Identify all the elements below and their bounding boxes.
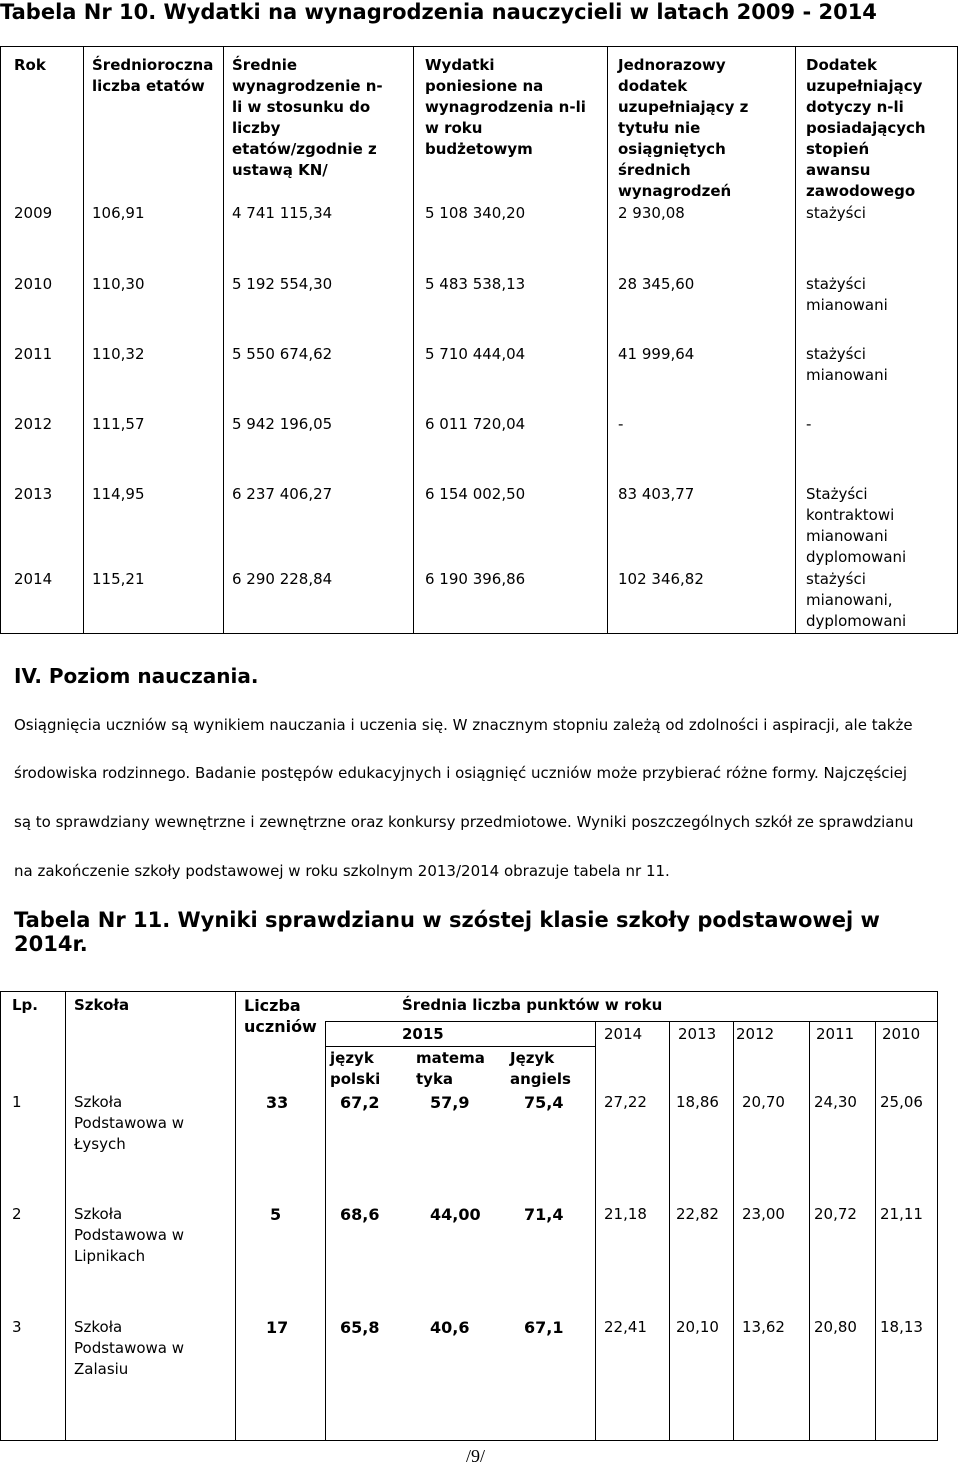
cell-2013: 20,10 [676,1318,719,1336]
cell-polski: 67,2 [340,1093,380,1112]
cell-angielski: 75,4 [524,1093,564,1112]
cell-srednie: 6 237 406,27 [232,485,333,503]
cell-etaty: 110,32 [92,345,145,363]
cell-etaty: 106,91 [92,204,145,222]
header-year-2011: 2011 [816,1025,855,1043]
cell-srednie: 6 290 228,84 [232,570,333,588]
cell-dodatek: stażyści [806,204,866,222]
cell-dodatek: - [806,415,812,433]
cell-srednie: 5 550 674,62 [232,345,333,363]
cell-year: 2010 [14,275,53,293]
header-etaty: Średnioroczna liczba etatów [92,56,214,95]
page-number: /9/ [466,1446,486,1466]
paragraph-line: Osiągnięcia uczniów są wynikiem nauczania i uczenia się. W znacznym stopniu zależą od zdolności i aspiracji, ale także [14,716,913,734]
header-szkola: Szkoła [74,996,130,1014]
cell-matematyka: 40,6 [430,1318,470,1337]
cell-2013: 22,82 [676,1205,719,1223]
cell-2014: 22,41 [604,1318,647,1336]
cell-wydatki: 5 710 444,04 [425,345,526,363]
cell-etaty: 115,21 [92,570,145,588]
cell-2012: 23,00 [742,1205,785,1223]
cell-etaty: 111,57 [92,415,145,433]
paragraph-line: środowiska rodzinnego. Badanie postępów edukacyjnych i osiągnięć uczniów może przybierać różne formy. Najczęściej [14,764,908,782]
cell-etaty: 110,30 [92,275,145,293]
cell-year: 2013 [14,485,53,503]
cell-liczba: 17 [266,1318,289,1337]
cell-year: 2009 [14,204,53,222]
cell-srednie: 4 741 115,34 [232,204,333,222]
cell-polski: 68,6 [340,1205,380,1224]
cell-liczba: 33 [266,1093,289,1112]
cell-dodatek: Stażyści kontraktowi mianowani dyplomowani [806,485,907,566]
cell-dodatek: stażyści mianowani [806,275,888,314]
cell-2011: 20,72 [814,1205,857,1223]
cell-2010: 18,13 [880,1318,923,1336]
header-jezyk-polski: język polski [330,1049,381,1088]
header-rok: Rok [14,56,46,74]
cell-dodatek: stażyści mianowani, dyplomowani [806,570,907,630]
cell-year: 2012 [14,415,53,433]
cell-2014: 27,22 [604,1093,647,1111]
cell-wydatki: 6 154 002,50 [425,485,526,503]
header-year-2010: 2010 [882,1025,921,1043]
cell-2010: 21,11 [880,1205,923,1223]
header-srednia: Średnia liczba punktów w roku [402,996,663,1014]
header-matematyka: matema tyka [416,1049,485,1088]
cell-jednorazowy: 2 930,08 [618,204,685,222]
cell-2012: 20,70 [742,1093,785,1111]
cell-lp: 1 [12,1093,22,1111]
cell-liczba: 5 [270,1205,282,1224]
cell-lp: 3 [12,1318,22,1336]
header-dodatek: Dodatek uzupełniający dotyczy n-li posiadających stopień awansu zawodowego [806,56,926,200]
section-heading: IV. Poziom nauczania. [14,664,259,688]
cell-jednorazowy: - [618,415,624,433]
cell-2014: 21,18 [604,1205,647,1223]
header-wydatki: Wydatki poniesione na wynagrodzenia n-li w roku budżetowym [425,56,586,158]
header-jezyk-angielski: Język angiels [510,1049,571,1088]
header-srednie: Średnie wynagrodzenie n- li w stosunku do liczby etatów/zgodnie z ustawą KN/ [232,56,383,179]
cell-polski: 65,8 [340,1318,380,1337]
header-jednorazowy: Jednorazowy dodatek uzupełniający z tytułu nie osiągniętych średnich wynagrodzeń [618,56,749,200]
cell-wydatki: 5 108 340,20 [425,204,526,222]
header-year-2012: 2012 [736,1025,775,1043]
header-year-2015: 2015 [402,1025,444,1043]
cell-jednorazowy: 83 403,77 [618,485,695,503]
header-year-2013: 2013 [678,1025,717,1043]
cell-2010: 25,06 [880,1093,923,1111]
cell-angielski: 67,1 [524,1318,564,1337]
cell-2013: 18,86 [676,1093,719,1111]
header-liczba-uczniow: Liczba uczniów [244,996,317,1036]
cell-jednorazowy: 102 346,82 [618,570,704,588]
header-lp: Lp. [12,996,38,1014]
cell-year: 2014 [14,570,53,588]
table11-title: Tabela Nr 11. Wyniki sprawdzianu w szóstej klasie szkoły podstawowej w 2014r. [14,908,880,956]
cell-srednie: 5 942 196,05 [232,415,333,433]
cell-wydatki: 6 190 396,86 [425,570,526,588]
paragraph-line: są to sprawdziany wewnętrzne i zewnętrzne oraz konkursy przedmiotowe. Wyniki poszczególnych szkół ze sprawdzianu [14,813,914,831]
cell-wydatki: 5 483 538,13 [425,275,526,293]
cell-matematyka: 44,00 [430,1205,481,1224]
cell-wydatki: 6 011 720,04 [425,415,526,433]
cell-matematyka: 57,9 [430,1093,470,1112]
cell-szkola: Szkoła Podstawowa w Zalasiu [74,1318,185,1378]
table10-title: Tabela Nr 10. Wydatki na wynagrodzenia nauczycieli w latach 2009 - 2014 [0,0,877,24]
paragraph-line: na zakończenie szkoły podstawowej w roku szkolnym 2013/2014 obrazuje tabela nr 11. [14,862,670,880]
cell-jednorazowy: 41 999,64 [618,345,695,363]
cell-dodatek: stażyści mianowani [806,345,888,384]
cell-year: 2011 [14,345,53,363]
cell-angielski: 71,4 [524,1205,564,1224]
cell-2011: 24,30 [814,1093,857,1111]
cell-lp: 2 [12,1205,22,1223]
cell-2012: 13,62 [742,1318,785,1336]
cell-srednie: 5 192 554,30 [232,275,333,293]
header-year-2014: 2014 [604,1025,643,1043]
cell-etaty: 114,95 [92,485,145,503]
cell-szkola: Szkoła Podstawowa w Lipnikach [74,1205,185,1265]
cell-jednorazowy: 28 345,60 [618,275,695,293]
cell-szkola: Szkoła Podstawowa w Łysych [74,1093,185,1153]
cell-2011: 20,80 [814,1318,857,1336]
